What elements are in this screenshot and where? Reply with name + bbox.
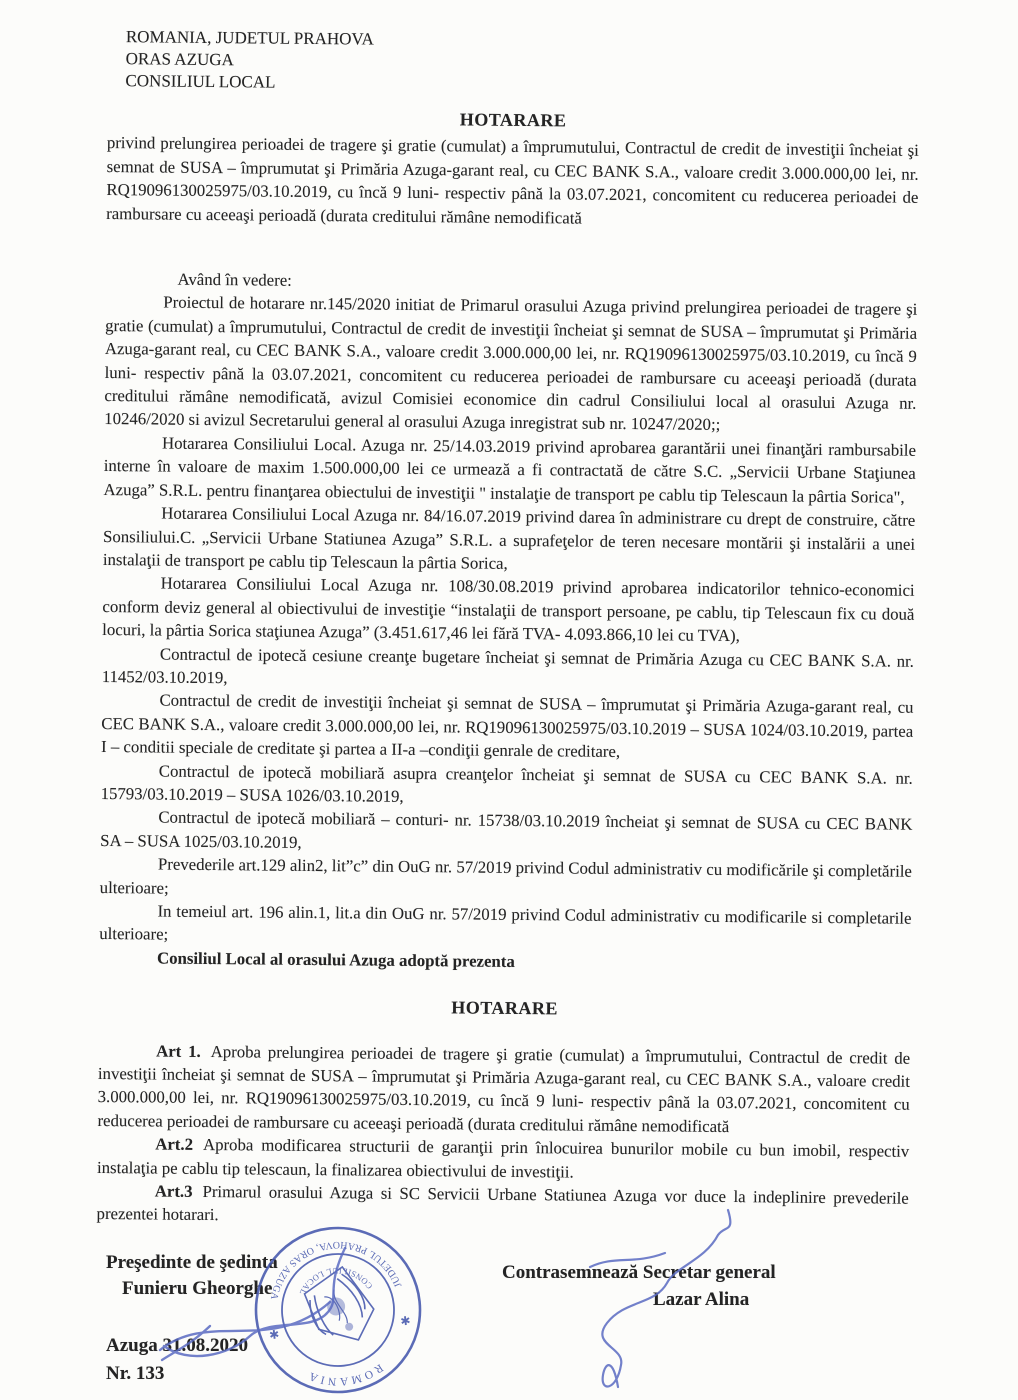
secretary-role: Contrasemnează Secretar general <box>502 1262 776 1283</box>
article-text: Aproba prelungirea perioadei de tragere şi gratie (cumulat) a împrumutului, Contractul de credit de investiţii încheiat şi semnat de SUSA – împrumutat şi Primăria Azuga-garant real, cu CEC BANK S.A., valoare credit 3.000.000,00 lei, nr. RQ19096130025975/03.10.2019, cu încă 9 luni- respectiv până la 03.07.2021, concomitent cu reducerea perioadei de rambursare cu aceeaşi perioadă (durata creditului rămâne nemodificată <box>97 1041 911 1136</box>
recital-paragraph: Hotararea Consiliului Local Azuga nr. 84/16.07.2019 privind darea în administrare cu drept de construire, către Sonsiliului.C. „Servicii Urbane Statiunea Azuga” S.R.L. a suprafeţelor de teren necesare montării şi instalării a unei instalaţii de transport pe cablu tip Telescaun la pârtia Sorica, <box>102 503 916 573</box>
letterhead-line: ROMANIA, JUDETUL PRAHOVA <box>125 27 374 49</box>
recital-paragraph: Hotararea Consiliului Local. Azuga nr. 25/14.03.2019 privind aprobarea garantării unei finanţări rambursabile interne în valoare de maxim 1.500.000,00 lei ce urmează a fi contractată de către S.C. „Servicii Urbane Staţiunea Azuga” S.R.L. pentru finanţarea obiectului de investiţii " instalaţie de transport pe cablu tip Telescaun la pârtia Sorica", <box>103 433 917 507</box>
letterhead-line: CONSILIUL LOCAL <box>125 71 276 92</box>
document-subtitle: privind prelungirea perioadei de tragere şi gratie (cumulat) a împrumutului, Contractul de credit de investiţii încheiat şi semnat de SUSA – împrumutat şi Primăria Azuga-garant real, cu CEC BANK S.A., valoare credit 3.000.000,00 lei, nr. RQ19096130025975/03.10.2019, cu încă 9 luni- respectiv până la 03.07.2021, concomitent cu reducerea perioadei de rambursare cu aceeaşi perioadă (durata creditului rămâne nemodificată <box>106 133 919 228</box>
president-name: Funieru Gheorghe <box>122 1278 273 1299</box>
president-role: Preşedinte de şedinta <box>106 1252 278 1273</box>
adoption-line: Consiliul Local al orasului Azuga adoptă prezenta <box>156 948 515 971</box>
secretary-handwritten-signature <box>555 1205 815 1400</box>
recital-paragraph: Proiectul de hotarare nr.145/2020 initiat de Primarul orasului Azuga privind prelungirea perioadei de tragere şi gratie (cumulat) a împrumutului, Contractul de credit de investiţii încheiat şi semnat de SUSA – împrumutat şi Primăria Azuga-garant real, cu CEC BANK S.A., valoare credit 3.000.000,00 lei, nr. RQ19096130025975/03.10.2019, cu încă 9 luni- respectiv până la 03.07.2021, concomitent cu reducerea perioadei de rambursare cu aceeaşi perioadă (durata creditului rămâne nemodificată, avizul Comisiei economice din cadrul Consiliului local al orasului Azuga nr. 10246/2020 si avizul Secretarului general al orasului Azuga inregistrat sub nr. 10247/2020;; <box>104 292 918 435</box>
article-label: Art.3 <box>154 1181 193 1201</box>
secretary-name: Lazar Alina <box>653 1289 750 1310</box>
secretary-signature-icon <box>555 1205 815 1400</box>
place-date: Azuga 31.08.2020 <box>106 1335 248 1356</box>
article-text: Primarul orasului Azuga si SC Servicii Urbane Statiunea Azuga vor duce la indeplinire prevederile prezentei hotarari. <box>96 1182 909 1225</box>
article-text: Aproba modificarea structurii de garanţii prin înlocuirea bunurilor mobile cu bun imobil, respectiv instalaţia pe cablu tip telescaun, la finalizarea obiectivului de investiţii. <box>96 1135 910 1182</box>
seal-star-left-icon: ✱ <box>268 1327 280 1343</box>
document-title: HOTARARE <box>459 109 567 131</box>
document-body <box>96 26 919 1234</box>
president-signature-icon <box>90 1240 410 1400</box>
decision-number: Nr. 133 <box>106 1363 165 1384</box>
recital-paragraph: Contractul de ipotecă cesiune creanţe bugetare încheiat şi semnat de Primăria Azuga cu CEC BANK S.A. nr. 11452/03.10.2019, <box>101 644 915 688</box>
recital-paragraph: Prevederile art.129 alin2, lit”c” din OuG nr. 57/2019 privind Codul administrativ cu modificările şi completările ulterioare; <box>99 854 913 898</box>
article-paragraph <box>97 1132 909 1187</box>
recital-paragraph: Hotararea Consiliului Local Azuga nr. 108/30.08.2019 privind aprobarea indicatorilor tehnico-economici conform deviz general al obiectivului de investiţie “instalaţii de transport persoane, pe cablu, tip Telescaun fix cu două locuri, la pârtia Sorica staţiunea Azuga” (3.451.617,46 lei fără TVA- 4.093.866,10 lei cu TVA), <box>102 573 915 646</box>
seal-ring-bottom-text: ROMANIA <box>304 1361 386 1388</box>
having-regard-label: Având în vedere: <box>177 269 292 290</box>
article-label: Art 1. <box>156 1041 201 1061</box>
seal-inner-ring-text: CONSILIUL LOCAL <box>297 1265 375 1298</box>
recital-paragraph: Contractul de ipotecă mobiliară – conturi- nr. 15738/03.10.2019 încheiat şi semnat de SUSA cu CEC BANK SA – SUSA 1025/03.10.2019, <box>100 807 913 852</box>
recital-paragraph: Contractul de ipotecă mobiliară asupra creanţelor încheiat şi semnat de SUSA cu CEC BANK S.A. nr. 15793/03.10.2019 – SUSA 1026/03.10.2019, <box>100 761 913 806</box>
recital-paragraph: In temeiul art. 196 alin.1, lit.a din OuG nr. 57/2019 privind Codul administrativ cu modificarile si completarile ulterioare; <box>99 901 912 945</box>
recital-paragraph: Contractul de credit de investiţii încheiat şi semnat de SUSA – împrumutat şi Primăria Azuga-garant real, cu CEC BANK S.A., valoare credit 3.000.000,00 lei, nr. RQ19096130025975/03.10.2019 – SUSA 1024/03.10.2019, partea I – conditii speciale de creditate şi partea a II-a –condiţii genrale de creditare, <box>100 690 914 762</box>
seal-ring-top-text: JUDETUL PRAHOVA, ORAS AZUGA <box>267 1238 405 1302</box>
letterhead-line: ORAS AZUGA <box>125 49 234 70</box>
article-paragraph <box>97 1039 910 1140</box>
seal-star-right-icon: ✱ <box>399 1313 412 1329</box>
letterhead <box>125 26 920 100</box>
article-label: Art.2 <box>155 1134 194 1155</box>
decision-title: HOTARARE <box>451 997 559 1019</box>
president-handwritten-signature <box>90 1240 410 1400</box>
